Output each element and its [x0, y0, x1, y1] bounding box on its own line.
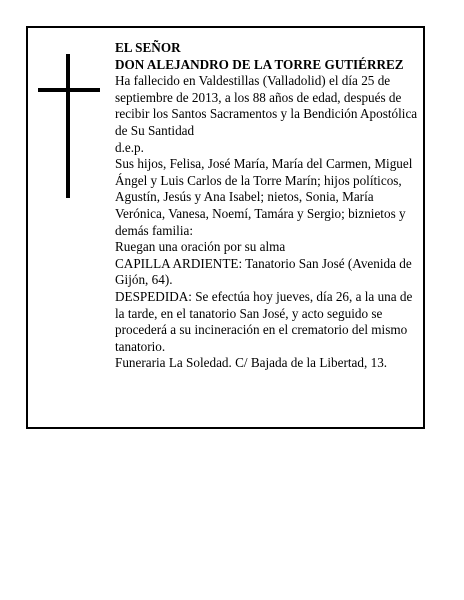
notice-text	[115, 40, 420, 372]
prayer-request: Ruegan una oración por su alma	[115, 239, 286, 255]
rip-line: d.e.p.	[115, 139, 144, 155]
funeral-home-info: Funeraria La Soledad. C/ Bajada de la Libertad, 13.	[115, 355, 388, 371]
cross-horizontal-bar	[38, 88, 100, 92]
cross-vertical-bar	[66, 54, 70, 198]
obituary-notice	[26, 26, 425, 429]
notice-heading: EL SEÑOR	[115, 40, 181, 55]
cross-icon	[38, 54, 100, 198]
death-statement: Ha fallecido en Valdestillas (Valladolid) el día 25 de septiembre de 2013, a los 88 años de edad, después de recibir los Santos Sacramentos y la Bendición Apostólica de Su Santidad	[115, 73, 418, 138]
chapel-info: CAPILLA ARDIENTE: Tanatorio San José (Avenida de Gijón, 64).	[115, 255, 412, 288]
deceased-name: DON ALEJANDRO DE LA TORRE GUTIÉRREZ	[115, 56, 404, 72]
family-list: Sus hijos, Felisa, José María, María del Carmen, Miguel Ángel y Luis Carlos de la Torre Marín; hijos políticos, Agustín, Jesús y Ana Isabel; nietos, Sonia, María Verónica, Vanesa, Noemí, Tamára y Sergio; biznietos y demás familia:	[115, 156, 413, 238]
farewell-info: DESPEDIDA: Se efectúa hoy jueves, día 26, a la una de la tarde, en el tanatorio San José, y acto seguido se procederá a su incineración en el crematorio del mismo tanatorio.	[115, 288, 413, 354]
